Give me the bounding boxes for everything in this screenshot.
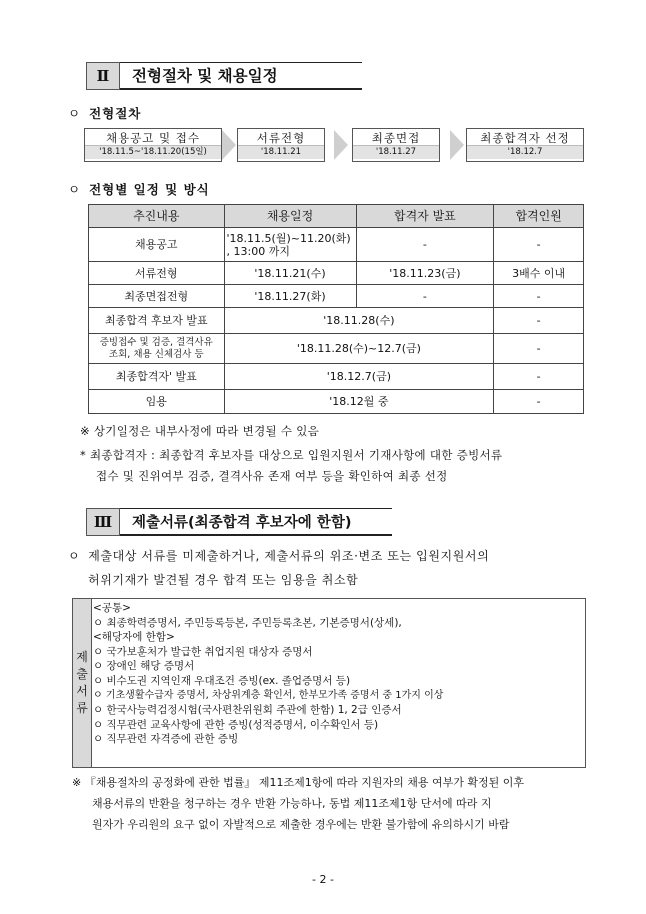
table-cell: -	[494, 334, 584, 364]
step-label: 최종면접	[371, 131, 421, 145]
header-cell: 합격인원	[494, 205, 584, 228]
table-row	[89, 390, 584, 414]
table-cell: 최종면접전형	[89, 285, 225, 308]
table-cell: -	[356, 285, 494, 308]
table-cell: '18.11.28(수)	[224, 308, 494, 334]
table-cell: -	[494, 285, 584, 308]
table-cell: -	[494, 308, 584, 334]
list-item: ㅇ 국가보훈처가 발급한 취업지원 대상자 증명서	[93, 645, 313, 658]
table-cell: '18.12.7(금)	[224, 364, 494, 390]
table-cell: -	[356, 228, 494, 262]
section-header-3	[86, 508, 392, 536]
table-cell: '18.11.21(수)	[224, 262, 356, 285]
step-2	[237, 128, 325, 162]
documents-side-label: 제 출 서 류	[73, 599, 92, 767]
table-row	[89, 308, 584, 334]
page-number: - 2 -	[312, 873, 334, 886]
table-row	[89, 285, 584, 308]
list-item: ㅇ 기초생활수급자 증명서, 차상위계층 확인서, 한부모가족 증명서 중 1가지 이상	[93, 689, 444, 701]
table-cell: '18.11.23(금)	[356, 262, 494, 285]
table-cell: '18.11.27(화)	[224, 285, 356, 308]
step-4	[466, 128, 584, 162]
list-item: ㅇ 최종학력증명서, 주민등록등본, 주민등록초본, 기본증명서(상세),	[93, 616, 402, 629]
arrow-icon	[334, 130, 348, 160]
bullet-schedule: ㅇ 전형별 일정 및 방식	[68, 182, 210, 197]
warning-text: ㅇ 제출대상 서류를 미제출하거나, 제출서류의 위조·변조 또는 입원지원서의 허위기재가 발견될 경우 합격 또는 임용을 취소함	[68, 549, 490, 587]
header-cell: 채용일정	[224, 205, 356, 228]
table-cell: 임용	[89, 390, 225, 414]
section-number: Ⅱ	[86, 62, 120, 90]
step-label: 최종합격자 선정	[480, 131, 570, 145]
table-cell: -	[494, 228, 584, 262]
arrow-icon	[450, 130, 464, 160]
table-cell: -	[494, 364, 584, 390]
table-row	[89, 228, 584, 262]
list-item: ㅇ 장애인 해당 증명서	[93, 660, 195, 673]
header-cell: 추진내용	[89, 205, 225, 228]
arrow-icon	[222, 130, 236, 160]
list-item: ㅇ 직무관련 교육사항에 관한 증빙(성적증명서, 이수확인서 등)	[93, 718, 379, 731]
section-title: 제출서류(최종합격 후보자에 한함)	[120, 508, 392, 536]
table-cell: 증빙접수 및 검증, 결격사유 조회, 채용 신체검사 등	[89, 334, 225, 364]
bullet-process: ㅇ 전형절차	[68, 106, 142, 121]
table-cell: '18.11.28(수)~12.7(금)	[224, 334, 494, 364]
section-title: 전형절차 및 채용일정	[120, 62, 362, 90]
table-header-row	[89, 205, 584, 228]
table-cell: '18.11.5(월)~11.20(화) , 13:00 까지	[224, 228, 356, 262]
table-cell: 최종합격 후보자 발표	[89, 308, 225, 334]
section-header-2	[86, 62, 362, 90]
table-cell: -	[494, 390, 584, 414]
header-cell: 합격자 발표	[356, 205, 494, 228]
table-cell: 서류전형	[89, 262, 225, 285]
documents-box	[72, 598, 586, 768]
list-item: ㅇ 직무관련 자격증에 관한 증빙	[93, 733, 239, 746]
note-final-line2: 접수 및 진위여부 검증, 결격사유 존재 여부 등을 확인하여 최종 선정	[96, 469, 448, 483]
table-row	[89, 364, 584, 390]
table-row	[89, 262, 584, 285]
table-cell: 3배수 이내	[494, 262, 584, 285]
documents-list	[93, 601, 443, 747]
list-item: <해당자에 한함>	[93, 631, 175, 644]
step-date: '18.11.21	[238, 145, 324, 159]
section-number: Ⅲ	[86, 508, 120, 536]
list-item: ㅇ 한국사능력검정시험(국사편찬위원회 주관에 한함) 1, 2급 인증서	[93, 704, 402, 717]
step-label: 채용공고 및 접수	[105, 131, 201, 145]
note-final-line1: * 최종합격자 : 최종합격 후보자를 대상으로 입원지원서 기재사항에 대한 증빙서류	[80, 448, 503, 462]
step-date: '18.11.5~'18.11.20(15일)	[85, 145, 221, 159]
list-item: ㅇ 비수도권 지역인재 우대조건 증빙(ex. 졸업증명서 등)	[93, 674, 351, 687]
step-1	[84, 128, 222, 162]
table-row	[89, 334, 584, 364]
step-date: '18.12.7	[467, 145, 583, 159]
step-date: '18.11.27	[353, 145, 439, 159]
table-cell: '18.12월 중	[224, 390, 494, 414]
return-notice: ※ 『채용절차의 공정화에 관한 법률』 제11조제1항에 따라 지원자의 채용 여부가 확정된 이후 채용서류의 반환을 청구하는 경우 반환 가능하나, 동법 제11조제1항 단서에 따라 지 원자가 우리원의 요구 없이 자발적으로 제출한 경우에는 반환 불가함에 유의하시기 바람	[72, 776, 524, 831]
table-cell: 최종합격자' 발표	[89, 364, 225, 390]
list-item: <공통>	[93, 602, 131, 614]
step-3	[352, 128, 440, 162]
schedule-table	[88, 204, 584, 414]
table-cell: 채용공고	[89, 228, 225, 262]
note-schedule-change: ※ 상기일정은 내부사정에 따라 변경될 수 있음	[80, 424, 320, 438]
step-label: 서류전형	[256, 131, 306, 145]
